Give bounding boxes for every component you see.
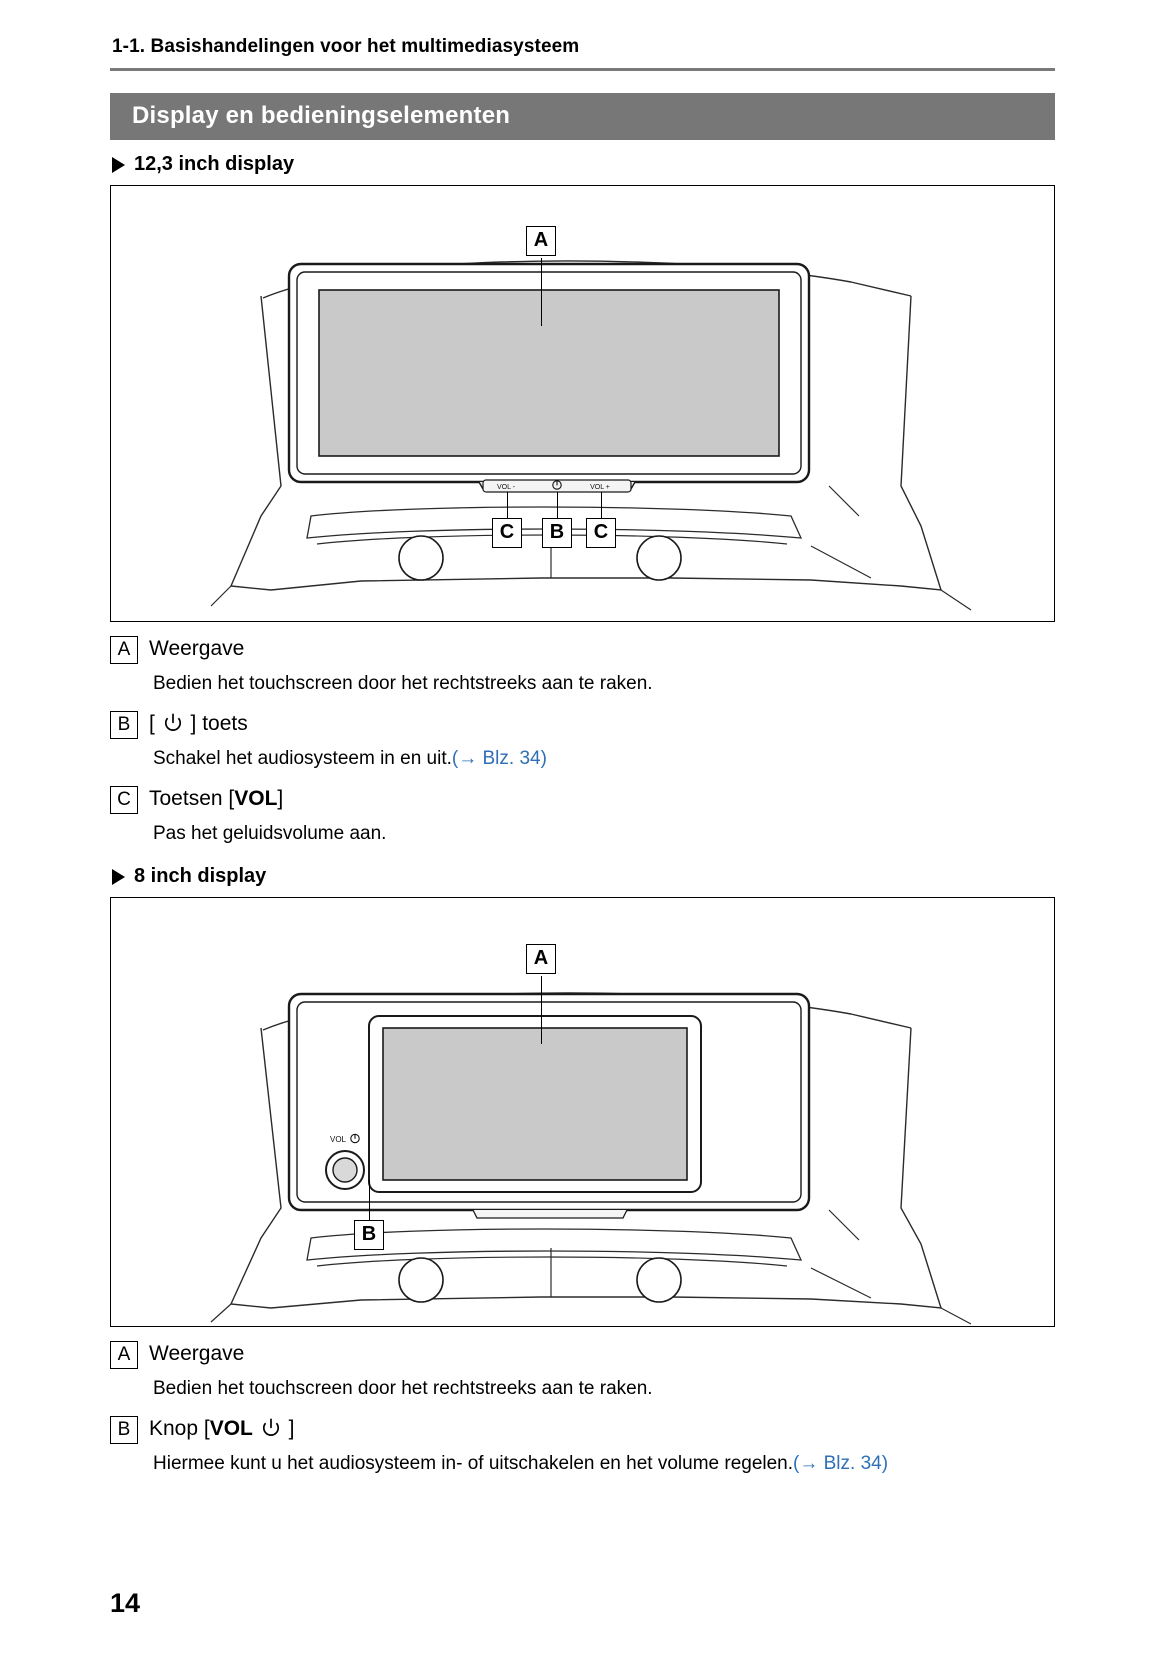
item-desc-b8-text: Hiermee kunt u het audiosysteem in- of uitschakelen en het volume regelen. — [153, 1453, 794, 1474]
subsection-heading-12-3 — [112, 153, 1055, 176]
item-desc-b-8 — [153, 1451, 1055, 1477]
power-icon-2 — [261, 1418, 281, 1438]
callout-c-left: C — [492, 518, 522, 548]
header-divider — [110, 68, 1055, 71]
subsection-heading-8 — [112, 865, 1055, 888]
leader-line-c2 — [601, 492, 602, 520]
item-title-a: Weergave — [149, 637, 245, 660]
power-icon — [163, 713, 183, 733]
item-title-c-pre: Toetsen [ — [149, 787, 235, 810]
vol-minus-label: VOL - — [496, 484, 516, 491]
item-title-a-8: Weergave — [149, 1342, 245, 1365]
item-title-b8-bold: VOL — [209, 1417, 253, 1440]
page-reference-b8[interactable]: (→ Blz. 34) — [793, 1453, 889, 1474]
item-badge-a-8: A — [110, 1341, 138, 1369]
item-title-c-bold: VOL — [234, 787, 278, 810]
page-number: 14 — [110, 1588, 141, 1618]
triangle-bullet-icon-2 — [112, 869, 125, 885]
item-a-12-3 — [110, 634, 1055, 664]
knob-vol-label: VOL — [330, 1135, 347, 1144]
item-desc-a: Bedien het touchscreen door het rechtstreeks aan te raken. — [153, 673, 653, 694]
vol-plus-label: VOL + — [590, 484, 610, 491]
subsection-label-2: 8 inch display — [134, 865, 267, 887]
leader-line-b — [557, 492, 558, 520]
item-badge-c: C — [110, 786, 138, 814]
item-desc-a-8: Bedien het touchscreen door het rechtstreeks aan te raken. — [153, 1378, 653, 1399]
callout-b-8: B — [354, 1220, 384, 1250]
item-title-b — [149, 709, 248, 739]
section-title-bar: Display en bedieningselementen — [110, 93, 1055, 140]
item-b-12-3 — [110, 709, 1055, 739]
item-title-b-pre: [ — [149, 712, 155, 735]
item-title-b-post: ] toets — [190, 712, 248, 735]
item-title-c-post: ] — [277, 787, 284, 810]
dashboard-illustration-8 — [111, 898, 1054, 1326]
leader-line-a — [541, 258, 542, 326]
figure-12-3-inch-display — [110, 185, 1055, 622]
item-desc-b-text: Schakel het audiosysteem in en uit. — [153, 748, 452, 769]
item-title-b-8 — [149, 1414, 294, 1444]
figure-8-inch-display — [110, 897, 1055, 1327]
callout-a: A — [526, 226, 556, 256]
item-c-12-3 — [110, 784, 1055, 814]
dashboard-illustration-12-3 — [111, 186, 1054, 621]
callout-a-8: A — [526, 944, 556, 974]
triangle-bullet-icon — [112, 157, 125, 173]
callout-c-right: C — [586, 518, 616, 548]
chapter-heading: 1-1. Basishandelingen voor het multimediasysteem — [112, 36, 580, 57]
item-title-b8-pre: Knop [ — [149, 1417, 210, 1440]
item-badge-a: A — [110, 636, 138, 664]
item-badge-b: B — [110, 711, 138, 739]
item-title-b8-post: ] — [288, 1417, 295, 1440]
leader-line-c1 — [507, 492, 508, 520]
item-b-8 — [110, 1414, 1055, 1444]
callout-b: B — [542, 518, 572, 548]
item-title-c — [149, 784, 283, 814]
item-badge-b-8: B — [110, 1416, 138, 1444]
page-reference-b[interactable]: (→ Blz. 34) — [451, 748, 547, 769]
item-a-8 — [110, 1339, 1055, 1369]
item-desc-c: Pas het geluidsvolume aan. — [153, 823, 387, 844]
leader-line-a-8 — [541, 976, 542, 1044]
leader-line-b-8 — [369, 1180, 370, 1222]
item-desc-b — [153, 746, 1055, 772]
subsection-label: 12,3 inch display — [134, 153, 295, 175]
